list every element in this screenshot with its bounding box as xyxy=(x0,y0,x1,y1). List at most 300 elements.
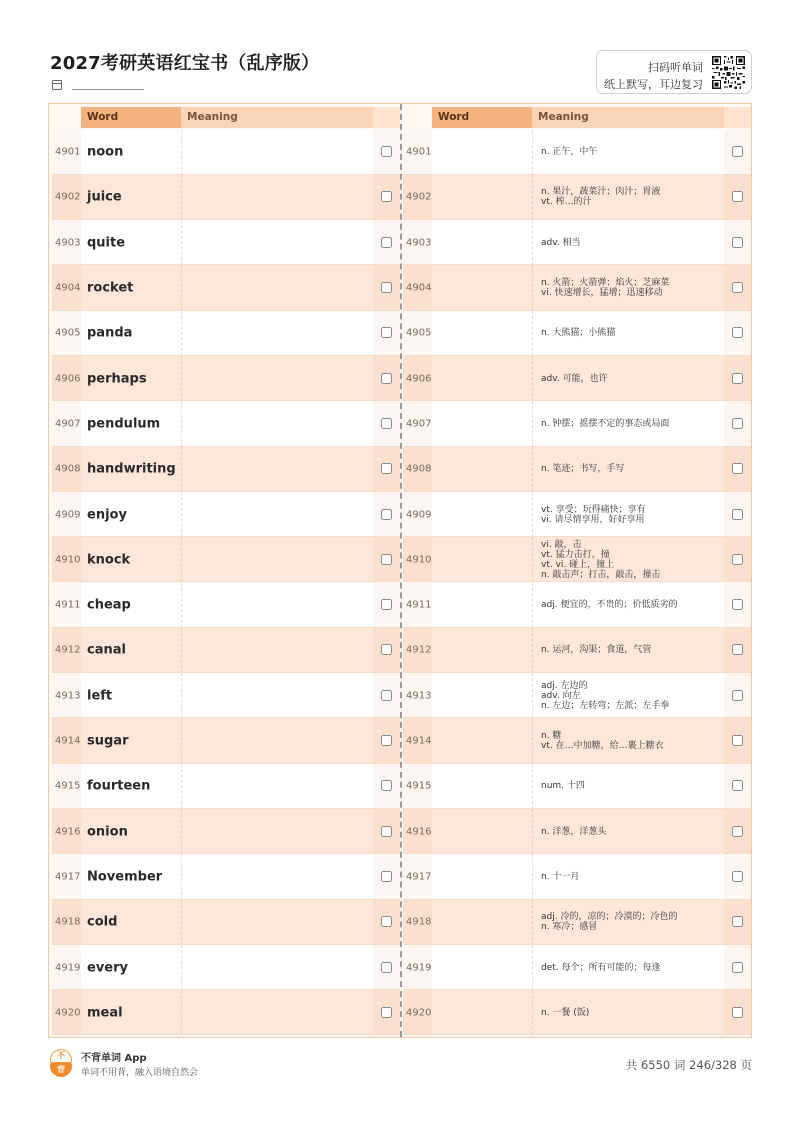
qr-listen-box xyxy=(596,50,752,94)
row-number-cell xyxy=(403,175,432,220)
check-cell xyxy=(724,809,751,854)
meaning-cell[interactable] xyxy=(181,854,373,899)
word-cell xyxy=(81,945,181,990)
table-row xyxy=(403,401,751,446)
review-checkbox[interactable] xyxy=(732,327,743,338)
review-checkbox[interactable] xyxy=(732,690,743,701)
table-row xyxy=(52,447,400,492)
review-checkbox[interactable] xyxy=(732,735,743,746)
date-blank-line xyxy=(72,80,144,90)
row-number: 4906 xyxy=(406,373,432,385)
word-cell[interactable] xyxy=(432,492,532,537)
table-row xyxy=(52,537,400,582)
table-row xyxy=(52,628,400,673)
meaning-text: n. 糖 vt. 在…中加糖，给…裹上糖衣 xyxy=(541,731,664,752)
review-checkbox[interactable] xyxy=(381,554,392,565)
review-checkbox[interactable] xyxy=(732,599,743,610)
review-checkbox[interactable] xyxy=(381,690,392,701)
review-checkbox[interactable] xyxy=(732,871,743,882)
word-text: left xyxy=(87,688,113,704)
table-row xyxy=(52,401,400,446)
meaning-text: n. 笔迹；书写，手写 xyxy=(541,464,625,475)
table-row xyxy=(52,492,400,537)
row-number: 4915 xyxy=(406,780,432,792)
check-cell xyxy=(724,990,751,1035)
meaning-cell xyxy=(532,673,724,718)
word-text: November xyxy=(87,869,163,885)
check-cell xyxy=(373,537,400,582)
row-number: 4911 xyxy=(406,599,432,611)
meaning-cell[interactable] xyxy=(181,447,373,492)
row-number: 4909 xyxy=(55,509,81,521)
check-cell xyxy=(373,220,400,265)
review-checkbox[interactable] xyxy=(732,418,743,429)
row-number-cell xyxy=(403,311,432,356)
row-number-cell xyxy=(52,990,81,1035)
check-cell xyxy=(724,356,751,401)
meaning-cell[interactable] xyxy=(181,764,373,809)
word-text: cold xyxy=(87,914,118,930)
review-checkbox[interactable] xyxy=(381,146,392,157)
check-cell xyxy=(724,265,751,310)
row-number: 4918 xyxy=(55,916,81,928)
row-number-cell xyxy=(52,265,81,310)
check-cell xyxy=(724,220,751,265)
check-cell xyxy=(724,583,751,628)
meaning-cell[interactable] xyxy=(181,130,373,175)
table-row xyxy=(52,311,400,356)
check-cell xyxy=(373,492,400,537)
app-name: 不背单词 App xyxy=(81,1053,147,1064)
review-checkbox[interactable] xyxy=(381,644,392,655)
check-cell xyxy=(373,265,400,310)
meaning-cell[interactable] xyxy=(181,265,373,310)
check-cell xyxy=(373,945,400,990)
row-number-cell xyxy=(52,401,81,446)
date-field xyxy=(52,80,144,90)
review-checkbox[interactable] xyxy=(381,826,392,837)
check-cell xyxy=(373,764,400,809)
row-number-cell xyxy=(403,900,432,945)
word-cell xyxy=(81,583,181,628)
review-checkbox[interactable] xyxy=(381,418,392,429)
table-row xyxy=(52,809,400,854)
calendar-icon xyxy=(52,80,62,90)
review-checkbox[interactable] xyxy=(732,780,743,791)
review-checkbox[interactable] xyxy=(381,916,392,927)
row-number: 4903 xyxy=(406,237,432,249)
check-cell xyxy=(724,492,751,537)
meaning-cell xyxy=(532,537,724,582)
word-cell[interactable] xyxy=(432,220,532,265)
meaning-cell[interactable] xyxy=(181,537,373,582)
word-text: noon xyxy=(87,144,124,160)
table-row xyxy=(403,492,751,537)
row-number-cell xyxy=(52,175,81,220)
word-cell xyxy=(81,175,181,220)
table-row xyxy=(52,945,400,990)
column-header-check xyxy=(724,107,751,128)
check-cell xyxy=(724,764,751,809)
table-row xyxy=(403,583,751,628)
column-header-meaning: Meaning xyxy=(532,107,724,128)
check-cell xyxy=(373,175,400,220)
meaning-cell[interactable] xyxy=(181,809,373,854)
row-number: 4913 xyxy=(55,690,81,702)
word-text: perhaps xyxy=(87,371,147,387)
check-cell xyxy=(373,673,400,718)
word-cell[interactable] xyxy=(432,809,532,854)
review-checkbox[interactable] xyxy=(381,237,392,248)
review-checkbox[interactable] xyxy=(732,463,743,474)
meaning-cell[interactable] xyxy=(181,175,373,220)
meaning-cell xyxy=(532,809,724,854)
table-row xyxy=(403,265,751,310)
word-text: knock xyxy=(87,552,131,568)
table-row xyxy=(52,900,400,945)
meaning-cell xyxy=(532,220,724,265)
review-checkbox[interactable] xyxy=(732,237,743,248)
row-number-cell xyxy=(403,854,432,899)
row-number: 4912 xyxy=(406,644,432,656)
logo-bottom-glyph: 背 xyxy=(50,1063,72,1077)
review-checkbox[interactable] xyxy=(381,599,392,610)
row-number: 4902 xyxy=(406,191,432,203)
row-number: 4910 xyxy=(55,554,81,566)
word-cell xyxy=(81,764,181,809)
word-text: rocket xyxy=(87,280,134,296)
meaning-text: adj. 便宜的，不贵的；价低质劣的 xyxy=(541,600,678,611)
row-number-cell xyxy=(403,356,432,401)
word-cell[interactable] xyxy=(432,311,532,356)
row-number-cell xyxy=(403,401,432,446)
row-number-cell xyxy=(52,356,81,401)
word-cell[interactable] xyxy=(432,175,532,220)
row-number-cell xyxy=(403,809,432,854)
qr-caption-review: 纸上默写，耳边复习 xyxy=(604,78,703,91)
meaning-cell xyxy=(532,718,724,763)
logo-top-glyph: 不 xyxy=(50,1049,72,1063)
word-cell xyxy=(81,220,181,265)
row-number-cell xyxy=(52,809,81,854)
check-cell xyxy=(373,130,400,175)
table-row xyxy=(403,356,751,401)
review-checkbox[interactable] xyxy=(381,780,392,791)
meaning-cell[interactable] xyxy=(181,900,373,945)
table-row xyxy=(52,673,400,718)
review-checkbox[interactable] xyxy=(732,282,743,293)
row-number-cell xyxy=(52,492,81,537)
word-cell xyxy=(81,673,181,718)
column-header-meaning: Meaning xyxy=(181,107,373,128)
review-checkbox[interactable] xyxy=(381,871,392,882)
row-number: 4905 xyxy=(55,327,81,339)
check-cell xyxy=(373,583,400,628)
table-row xyxy=(403,130,751,175)
meaning-cell[interactable] xyxy=(181,628,373,673)
word-cell xyxy=(81,809,181,854)
check-cell xyxy=(724,673,751,718)
row-number-cell xyxy=(52,583,81,628)
check-cell xyxy=(373,990,400,1035)
row-number-cell xyxy=(403,265,432,310)
review-checkbox[interactable] xyxy=(381,327,392,338)
table-row xyxy=(52,130,400,175)
review-checkbox[interactable] xyxy=(732,191,743,202)
word-text: every xyxy=(87,960,128,976)
table-row xyxy=(403,537,751,582)
meaning-text: det. 每个；所有可能的；每逢 xyxy=(541,962,661,973)
check-cell xyxy=(373,900,400,945)
word-text: panda xyxy=(87,325,133,341)
meaning-cell[interactable] xyxy=(181,673,373,718)
word-text: enjoy xyxy=(87,507,127,523)
meaning-text: n. 大熊猫；小熊猫 xyxy=(541,328,616,339)
column-header-word: Word xyxy=(81,107,181,128)
row-number: 4901 xyxy=(55,146,81,158)
word-cell[interactable] xyxy=(432,900,532,945)
row-number-cell xyxy=(403,130,432,175)
word-text: handwriting xyxy=(87,461,176,477)
review-checkbox[interactable] xyxy=(381,735,392,746)
meaning-cell xyxy=(532,492,724,537)
meaning-cell xyxy=(532,265,724,310)
row-number-cell xyxy=(52,945,81,990)
word-text: pendulum xyxy=(87,416,161,432)
table-row xyxy=(403,854,751,899)
check-cell xyxy=(373,809,400,854)
check-cell xyxy=(373,401,400,446)
row-number: 4909 xyxy=(406,509,432,521)
row-number: 4905 xyxy=(406,327,432,339)
meaning-cell[interactable] xyxy=(181,311,373,356)
meaning-cell xyxy=(532,175,724,220)
word-cell xyxy=(81,311,181,356)
meaning-cell xyxy=(532,401,724,446)
review-checkbox[interactable] xyxy=(381,191,392,202)
table-row xyxy=(403,628,751,673)
table-row xyxy=(403,718,751,763)
word-cell xyxy=(81,401,181,446)
table-row xyxy=(403,220,751,265)
fold-divider xyxy=(400,104,402,1037)
check-cell xyxy=(724,900,751,945)
review-checkbox[interactable] xyxy=(381,463,392,474)
word-cell[interactable] xyxy=(432,401,532,446)
word-text: onion xyxy=(87,824,128,840)
review-checkbox[interactable] xyxy=(381,1007,392,1018)
meaning-text: n. 十一月 xyxy=(541,871,580,882)
app-logo xyxy=(50,1049,72,1077)
word-cell[interactable] xyxy=(432,583,532,628)
row-number-cell xyxy=(403,583,432,628)
review-checkbox[interactable] xyxy=(732,1007,743,1018)
vocab-table-frame xyxy=(48,103,752,1038)
row-number-cell xyxy=(403,764,432,809)
meaning-cell xyxy=(532,628,724,673)
review-checkbox[interactable] xyxy=(732,373,743,384)
row-number-cell xyxy=(403,447,432,492)
meaning-cell[interactable] xyxy=(181,492,373,537)
meaning-cell[interactable] xyxy=(181,356,373,401)
meaning-cell[interactable] xyxy=(181,718,373,763)
meaning-cell xyxy=(532,764,724,809)
review-checkbox[interactable] xyxy=(732,916,743,927)
meaning-cell xyxy=(532,356,724,401)
row-number: 4918 xyxy=(406,916,432,928)
row-number-cell xyxy=(52,673,81,718)
table-row xyxy=(52,220,400,265)
row-number-cell xyxy=(403,492,432,537)
word-text: meal xyxy=(87,1005,123,1021)
word-cell[interactable] xyxy=(432,854,532,899)
word-cell[interactable] xyxy=(432,265,532,310)
qr-code-icon[interactable] xyxy=(712,56,745,89)
row-number: 4917 xyxy=(406,871,432,883)
check-cell xyxy=(373,718,400,763)
row-number-cell xyxy=(403,990,432,1035)
row-number-cell xyxy=(52,854,81,899)
word-cell[interactable] xyxy=(432,945,532,990)
meaning-cell xyxy=(532,945,724,990)
check-cell xyxy=(724,401,751,446)
row-number: 4906 xyxy=(55,373,81,385)
meaning-text: n. 运河，沟渠；食道，气管 xyxy=(541,645,652,656)
table-row xyxy=(52,583,400,628)
meaning-cell xyxy=(532,447,724,492)
row-number-cell xyxy=(403,718,432,763)
row-number: 4919 xyxy=(406,962,432,974)
row-rule xyxy=(403,1034,751,1035)
meaning-text: adj. 冷的，凉的；冷漠的；冷色的 n. 寒冷；感冒 xyxy=(541,912,678,933)
table-row xyxy=(403,764,751,809)
meaning-cell xyxy=(532,900,724,945)
table-row xyxy=(403,673,751,718)
table-row xyxy=(403,447,751,492)
review-checkbox[interactable] xyxy=(381,282,392,293)
review-checkbox[interactable] xyxy=(732,644,743,655)
check-cell xyxy=(373,628,400,673)
check-cell xyxy=(373,356,400,401)
word-cell[interactable] xyxy=(432,447,532,492)
meaning-cell xyxy=(532,990,724,1035)
word-cell[interactable] xyxy=(432,718,532,763)
review-checkbox[interactable] xyxy=(381,962,392,973)
table-row xyxy=(403,311,751,356)
check-cell xyxy=(373,447,400,492)
row-number-cell xyxy=(52,447,81,492)
word-cell xyxy=(81,265,181,310)
row-number: 4908 xyxy=(406,463,432,475)
word-cell[interactable] xyxy=(432,764,532,809)
table-row xyxy=(52,990,400,1035)
row-number: 4907 xyxy=(406,418,432,430)
row-number: 4914 xyxy=(55,735,81,747)
page-title: 2027考研英语红宝书（乱序版） xyxy=(50,53,320,74)
word-cell[interactable] xyxy=(432,356,532,401)
row-number-cell xyxy=(403,628,432,673)
word-cell[interactable] xyxy=(432,537,532,582)
row-number: 4907 xyxy=(55,418,81,430)
row-number-cell xyxy=(52,130,81,175)
table-row xyxy=(403,809,751,854)
meaning-text: n. 火箭；火箭弹；焰火；芝麻菜 vi. 快速增长，猛增；迅速移动 xyxy=(541,278,670,299)
row-number-cell xyxy=(52,311,81,356)
word-cell xyxy=(81,130,181,175)
check-cell xyxy=(724,175,751,220)
column-header-word: Word xyxy=(432,107,532,128)
meaning-text: n. 洋葱，洋葱头 xyxy=(541,826,607,837)
word-text: canal xyxy=(87,642,126,658)
row-number-cell xyxy=(403,537,432,582)
row-number: 4914 xyxy=(406,735,432,747)
review-checkbox[interactable] xyxy=(732,509,743,520)
check-cell xyxy=(724,628,751,673)
meaning-cell[interactable] xyxy=(181,401,373,446)
word-text: quite xyxy=(87,235,126,251)
check-cell xyxy=(724,718,751,763)
row-number: 4919 xyxy=(55,962,81,974)
row-number-cell xyxy=(52,900,81,945)
meaning-cell[interactable] xyxy=(181,583,373,628)
table-row xyxy=(52,265,400,310)
check-cell xyxy=(724,447,751,492)
meaning-cell xyxy=(532,130,724,175)
row-number: 4917 xyxy=(55,871,81,883)
review-checkbox[interactable] xyxy=(732,554,743,565)
table-row xyxy=(52,854,400,899)
meaning-cell xyxy=(532,583,724,628)
row-number: 4920 xyxy=(406,1007,432,1019)
check-cell xyxy=(373,311,400,356)
page-info: 共 6550 词 246/328 页 xyxy=(625,1058,752,1072)
row-number: 4912 xyxy=(55,644,81,656)
row-number-cell xyxy=(52,537,81,582)
table-row xyxy=(52,718,400,763)
row-number: 4904 xyxy=(55,282,81,294)
word-text: juice xyxy=(87,189,122,205)
word-cell[interactable] xyxy=(432,990,532,1035)
word-cell[interactable] xyxy=(432,130,532,175)
meaning-cell[interactable] xyxy=(181,945,373,990)
row-number: 4903 xyxy=(55,237,81,249)
check-cell xyxy=(724,311,751,356)
meaning-text: n. 一餐 (饭) xyxy=(541,1007,590,1018)
row-number: 4911 xyxy=(55,599,81,611)
review-checkbox[interactable] xyxy=(732,146,743,157)
word-cell[interactable] xyxy=(432,673,532,718)
meaning-text: n. 正午，中午 xyxy=(541,147,598,158)
review-checkbox[interactable] xyxy=(732,826,743,837)
row-number: 4916 xyxy=(55,826,81,838)
meaning-text: adv. 相当 xyxy=(541,237,581,248)
word-cell[interactable] xyxy=(432,628,532,673)
word-cell xyxy=(81,356,181,401)
table-row xyxy=(403,175,751,220)
row-number: 4908 xyxy=(55,463,81,475)
check-cell xyxy=(724,854,751,899)
check-cell xyxy=(724,537,751,582)
review-checkbox[interactable] xyxy=(381,509,392,520)
row-number: 4910 xyxy=(406,554,432,566)
word-cell xyxy=(81,447,181,492)
meaning-cell[interactable] xyxy=(181,990,373,1035)
check-cell xyxy=(724,945,751,990)
review-checkbox[interactable] xyxy=(732,962,743,973)
review-checkbox[interactable] xyxy=(381,373,392,384)
meaning-text: adj. 左边的 adv. 向左 n. 左边；左转弯；左派；左手拳 xyxy=(541,680,670,711)
meaning-cell[interactable] xyxy=(181,220,373,265)
